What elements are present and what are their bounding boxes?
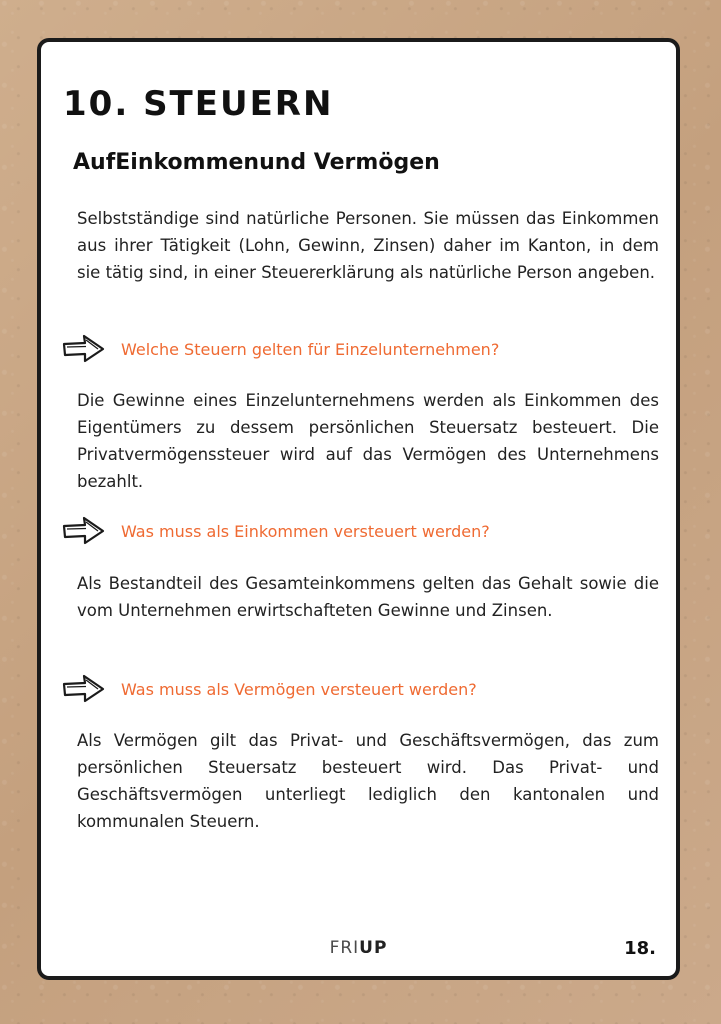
question-3	[61, 672, 477, 706]
page-number: 18.	[624, 938, 656, 959]
logo-part-light: FRI	[329, 938, 360, 958]
logo-part-bold: UP	[359, 938, 388, 958]
question-2	[61, 514, 490, 548]
arrow-right-icon	[61, 514, 107, 548]
question-text: Welche Steuern gelten für Einzelunternehmen?	[121, 339, 500, 359]
arrow-right-icon	[61, 672, 107, 706]
answer-3: Als Vermögen gilt das Privat- und Geschäftsvermögen, das zum persönlichen Steuersatz besteuert wird. Das Privat- und Geschäftsvermögen unterliegt lediglich den kantonalen und kommunalen Steuern.	[77, 731, 659, 831]
question-1	[61, 332, 499, 366]
section-title: AufEinkommenund Vermögen	[73, 150, 440, 175]
arrow-right-icon	[61, 332, 107, 366]
page-card	[37, 38, 680, 980]
chapter-title: 10. STEUERN	[63, 84, 334, 124]
intro-paragraph: Selbstständige sind natürliche Personen. Sie müssen das Einkommen aus ihrer Tätigkeit (Lohn, Gewinn, Zinsen) daher im Kanton, in dem sie tätig sind, in einer Steuererklärung als natürliche Person angeben.	[77, 209, 659, 282]
answer-1: Die Gewinne eines Einzelunternehmens werden als Einkommen des Eigentümers zu dessem persönlichen Steuersatz besteuert. Die Privatvermögenssteuer wird auf das Vermögen des Unternehmens bezahlt.	[77, 391, 659, 491]
question-text: Was muss als Einkommen versteuert werden?	[121, 521, 490, 541]
answer-2: Als Bestandteil des Gesamteinkommens gelten das Gehalt sowie die vom Unternehmen erwirtschafteten Gewinne und Zinsen.	[77, 574, 659, 620]
friup-logo	[41, 938, 676, 958]
question-text: Was muss als Vermögen versteuert werden?	[121, 679, 477, 699]
